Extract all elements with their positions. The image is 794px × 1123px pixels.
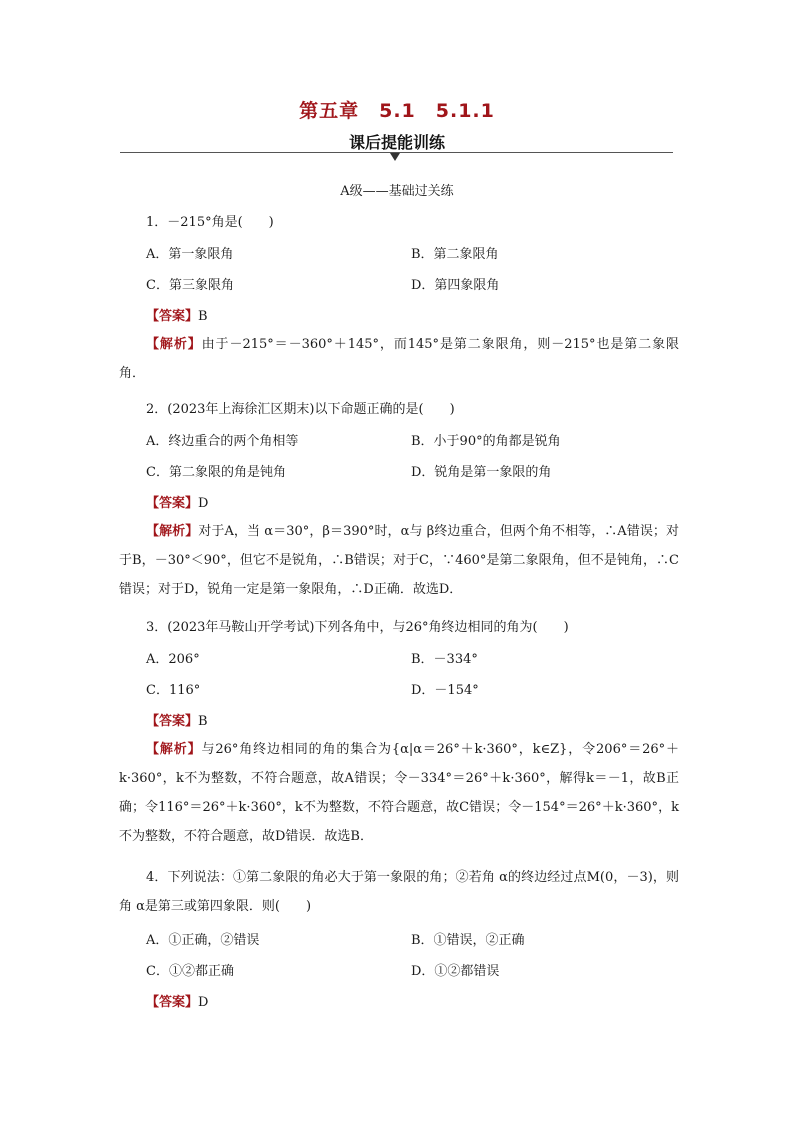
section-subtitle: 课后提能训练 bbox=[348, 133, 445, 152]
analysis-tag: 【解析】 bbox=[146, 742, 202, 757]
triangle-marker-icon bbox=[390, 153, 400, 161]
q2-option-d: D．锐角是第一象限的角 bbox=[411, 465, 552, 480]
q1-answer bbox=[146, 305, 208, 324]
q3-answer bbox=[146, 710, 208, 729]
q4-option-a: A．①正确，②错误 bbox=[146, 933, 260, 948]
q2-option-b: B．小于90°的角都是锐角 bbox=[411, 434, 561, 449]
q1-analysis bbox=[119, 330, 679, 388]
analysis-tag: 【解析】 bbox=[146, 524, 199, 539]
answer-value: B bbox=[198, 309, 208, 324]
q4-stem: 4．下列说法：①第二象限的角必大于第一象限的角；②若角 α的终边经过点M(0，－3)，则角 α是第三或第四象限．则( ) bbox=[119, 870, 679, 914]
q3-option-d: D．－154° bbox=[411, 683, 479, 698]
q3-option-c: C．116° bbox=[146, 683, 201, 698]
q4-option-d: D．①②都错误 bbox=[411, 964, 500, 979]
q3-option-b: B．－334° bbox=[411, 652, 478, 667]
answer-tag: 【答案】 bbox=[146, 309, 199, 324]
q1-option-b: B．第二象限角 bbox=[411, 247, 499, 262]
q2-option-a: A．终边重合的两个角相等 bbox=[146, 434, 299, 449]
q2-stem: 2．(2023年上海徐汇区期末)以下命题正确的是( ) bbox=[146, 402, 455, 417]
q3-stem: 3．(2023年马鞍山开学考试)下列各角中，与26°角终边相同的角为( ) bbox=[146, 620, 569, 635]
analysis-text: 由于－215°＝－360°＋145°，而145°是第二象限角，则－215°也是第二象限角． bbox=[119, 337, 679, 381]
q2-analysis bbox=[119, 517, 679, 604]
q1-stem: 1．－215°角是( ) bbox=[146, 215, 274, 230]
analysis-text: 与26°角终边相同的角的集合为{α|α＝26°＋k·360°，k∈Z}，令206°＝26°＋k·360°，k不为整数，不符合题意，故A错误；令－334°＝26°＋k·360°，解得k＝－1，故B正确；令116°＝26°＋k·360°，k不为整数，不符合题意，故C错误；令－154°＝26°＋k·360°，k不为整数，不符合题意，故D错误．故选B． bbox=[119, 742, 679, 844]
q4-option-b: B．①错误，②正确 bbox=[411, 933, 525, 948]
q3-option-a: A．206° bbox=[146, 652, 200, 667]
answer-value: D bbox=[198, 496, 209, 511]
answer-tag: 【答案】 bbox=[146, 995, 199, 1010]
answer-tag: 【答案】 bbox=[146, 714, 199, 729]
q2-option-c: C．第二象限的角是钝角 bbox=[146, 465, 286, 480]
level-heading: A级——基础过关练 bbox=[340, 184, 454, 199]
q2-answer bbox=[146, 492, 208, 511]
answer-tag: 【答案】 bbox=[146, 496, 199, 511]
analysis-text: 对于A，当 α＝30°，β＝390°时，α与 β终边重合，但两个角不相等，∴A错误；对于B，－30°＜90°，但它不是锐角，∴B错误；对于C，∵460°是第二象限角，但不是钝角，∴C错误；对于D，锐角一定是第一象限角，∴D正确．故选D． bbox=[119, 524, 679, 597]
analysis-tag: 【解析】 bbox=[146, 337, 202, 352]
answer-value: B bbox=[198, 714, 208, 729]
answer-value: D bbox=[198, 995, 209, 1010]
q1-option-c: C．第三象限角 bbox=[146, 278, 234, 293]
q4-answer bbox=[146, 991, 208, 1010]
q1-option-d: D．第四象限角 bbox=[411, 278, 500, 293]
chapter-heading: 第五章 5.1 5.1.1 bbox=[299, 100, 495, 122]
q3-analysis bbox=[119, 735, 679, 851]
q1-option-a: A．第一象限角 bbox=[146, 247, 234, 262]
q4-option-c: C．①②都正确 bbox=[146, 964, 234, 979]
